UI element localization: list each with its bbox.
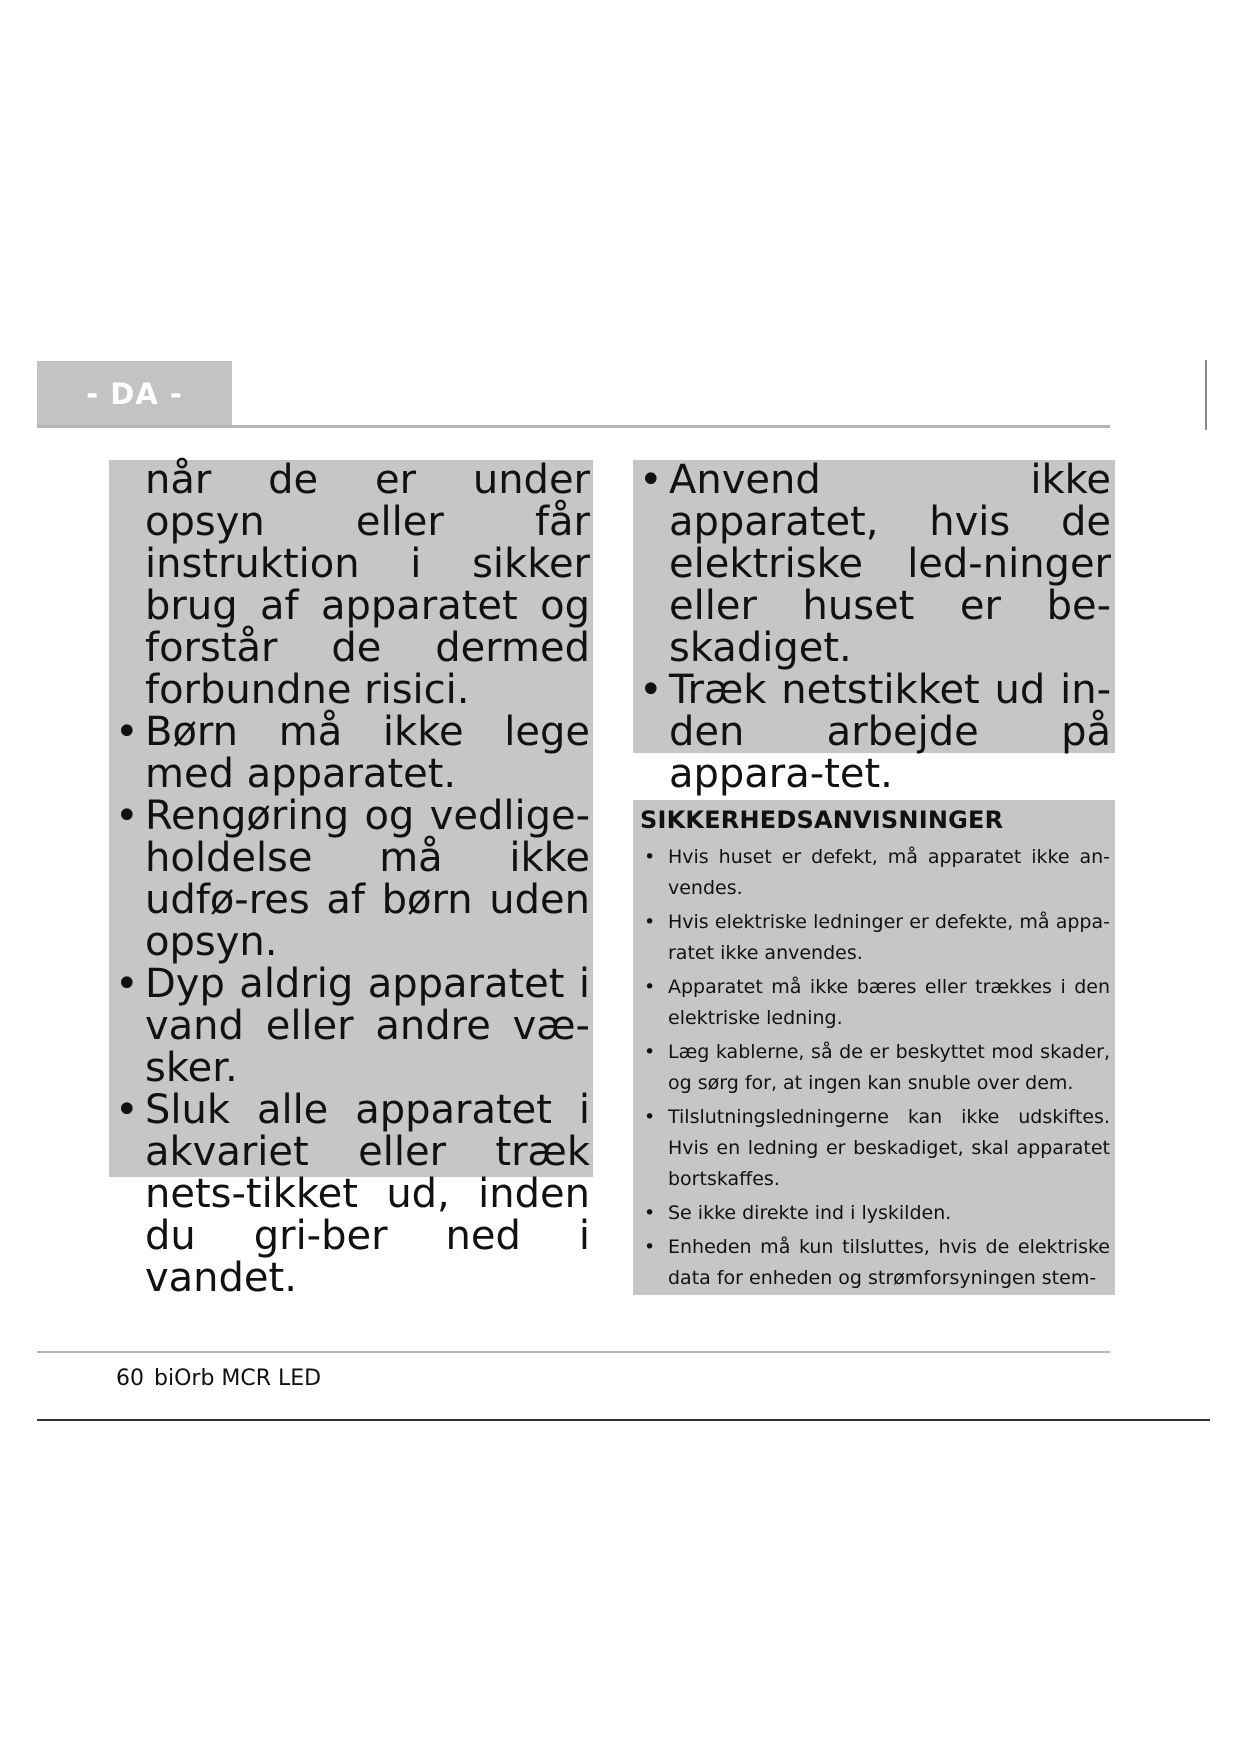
safety-heading: SIKKERHEDSANVISNINGER	[640, 806, 1004, 834]
bullet-icon: •	[644, 976, 656, 998]
page-number: 60	[116, 1366, 144, 1391]
list-item: • Se ikke direkte ind i lyskilden.	[640, 1198, 1110, 1229]
list-item: • Hvis huset er defekt, må apparatet ikke an-vendes.	[640, 842, 1110, 904]
list-item: • Hvis elektriske ledninger er defekte, må appa-ratet ikke anvendes.	[640, 907, 1110, 969]
bullet-icon: •	[639, 667, 663, 713]
product-name: biOrb MCR LED	[154, 1366, 322, 1391]
bullet-icon: •	[115, 709, 139, 755]
bullet-icon: •	[639, 457, 663, 503]
list-item: • Apparatet må ikke bæres eller trækkes i den elektriske ledning.	[640, 972, 1110, 1034]
list-item: • Dyp aldrig apparatet i vand eller andre væ-sker.	[115, 961, 590, 1091]
bullet-icon: •	[644, 1202, 656, 1224]
header-divider	[37, 425, 1110, 428]
footer-divider	[37, 1351, 1110, 1353]
bullet-icon: •	[644, 1236, 656, 1258]
bullet-icon: •	[644, 846, 656, 868]
safety-instructions	[640, 806, 1110, 1297]
list-item: • Børn må ikke lege med apparatet.	[115, 709, 590, 797]
bullet-icon: •	[115, 793, 139, 839]
page-edge-mark	[1205, 360, 1207, 430]
bullet-icon: •	[644, 1106, 656, 1128]
footer-bottom-rule	[37, 1419, 1210, 1421]
list-item: • Enheden må kun tilsluttes, hvis de elektriske data for enheden og strømforsyningen stem-	[640, 1232, 1110, 1294]
language-tab: - DA -	[37, 361, 232, 427]
list-item: • Rengøring og vedlige-holdelse må ikke udfø-res af børn uden opsyn.	[115, 793, 590, 965]
list-item: • Tilslutningsledningerne kan ikke udskiftes. Hvis en ledning er beskadiget, skal apparatet bortskaffes.	[640, 1102, 1110, 1195]
list-item: • Træk netstikket ud in-den arbejde på appara-tet.	[639, 667, 1111, 797]
list-item: • Anvend ikke apparatet, hvis de elektriske led-ninger eller huset er be-skadiget.	[639, 457, 1111, 671]
intro-paragraph: når de er under opsyn eller får instruktion i sikker brug af apparatet og forstår de dermed forbundne risici.	[145, 457, 590, 713]
page-footer	[116, 1366, 321, 1391]
left-column	[112, 459, 590, 1299]
list-item: • Læg kablerne, så de er beskyttet mod skader, og sørg for, at ingen kan snuble over dem.	[640, 1037, 1110, 1099]
bullet-icon: •	[644, 1041, 656, 1063]
bullet-icon: •	[115, 1087, 139, 1133]
right-column	[636, 459, 1111, 795]
list-item: • Sluk alle apparatet i akvariet eller træk nets-tikket ud, inden du gri-ber ned i vandet.	[115, 1087, 590, 1301]
bullet-icon: •	[115, 961, 139, 1007]
bullet-icon: •	[644, 911, 656, 933]
